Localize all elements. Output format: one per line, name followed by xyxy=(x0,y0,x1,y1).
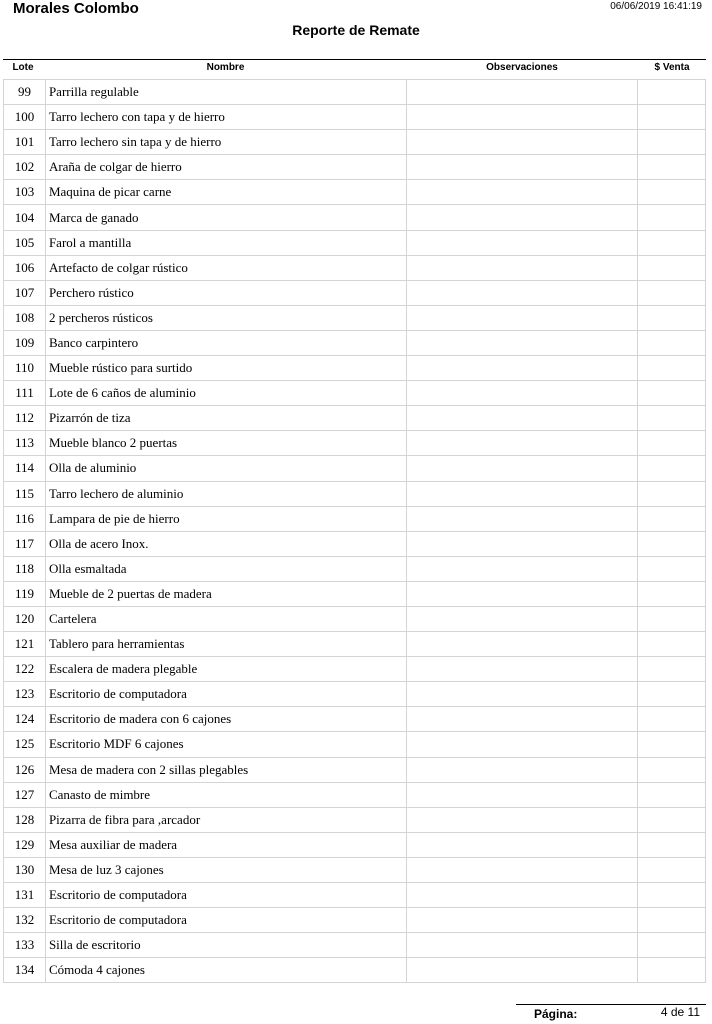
table-row xyxy=(4,607,706,632)
observaciones-cell xyxy=(407,431,638,455)
lote-cell: 112 xyxy=(4,406,46,430)
table-row xyxy=(4,205,706,230)
table-row xyxy=(4,231,706,256)
venta-cell xyxy=(638,632,706,656)
observaciones-cell xyxy=(407,180,638,204)
table-row xyxy=(4,808,706,833)
table-row xyxy=(4,80,706,105)
lote-cell: 130 xyxy=(4,858,46,882)
table-row xyxy=(4,331,706,356)
observaciones-cell xyxy=(407,231,638,255)
nombre-cell: Lote de 6 caños de aluminio xyxy=(46,381,407,405)
venta-cell xyxy=(638,858,706,882)
venta-cell xyxy=(638,557,706,581)
observaciones-cell xyxy=(407,105,638,129)
observaciones-cell xyxy=(407,732,638,756)
lote-cell: 108 xyxy=(4,306,46,330)
venta-cell xyxy=(638,908,706,932)
observaciones-cell xyxy=(407,205,638,229)
table-row xyxy=(4,431,706,456)
nombre-cell: Escalera de madera plegable xyxy=(46,657,407,681)
venta-cell xyxy=(638,406,706,430)
table-row xyxy=(4,707,706,732)
nombre-cell: 2 percheros rústicos xyxy=(46,306,407,330)
venta-cell xyxy=(638,883,706,907)
nombre-cell: Maquina de picar carne xyxy=(46,180,407,204)
nombre-cell: Escritorio de computadora xyxy=(46,908,407,932)
nombre-cell: Araña de colgar de hierro xyxy=(46,155,407,179)
nombre-cell: Parrilla regulable xyxy=(46,80,407,104)
observaciones-cell xyxy=(407,281,638,305)
nombre-cell: Tarro lechero sin tapa y de hierro xyxy=(46,130,407,154)
venta-cell xyxy=(638,180,706,204)
column-header-venta: $ Venta xyxy=(654,62,690,73)
observaciones-cell xyxy=(407,532,638,556)
observaciones-cell xyxy=(407,607,638,631)
venta-cell xyxy=(638,105,706,129)
observaciones-cell xyxy=(407,557,638,581)
table-row xyxy=(4,758,706,783)
lote-cell: 126 xyxy=(4,758,46,782)
table-row xyxy=(4,682,706,707)
table-row xyxy=(4,456,706,481)
nombre-cell: Marca de ganado xyxy=(46,205,407,229)
venta-cell xyxy=(638,783,706,807)
table-row xyxy=(4,632,706,657)
observaciones-cell xyxy=(407,356,638,380)
venta-cell xyxy=(638,456,706,480)
table-row xyxy=(4,908,706,933)
venta-cell xyxy=(638,507,706,531)
lote-cell: 132 xyxy=(4,908,46,932)
venta-cell xyxy=(638,155,706,179)
lote-cell: 115 xyxy=(4,482,46,506)
lote-cell: 106 xyxy=(4,256,46,280)
table-row xyxy=(4,256,706,281)
table-row xyxy=(4,783,706,808)
table-row xyxy=(4,155,706,180)
lote-cell: 123 xyxy=(4,682,46,706)
nombre-cell: Olla de aluminio xyxy=(46,456,407,480)
company-name: Morales Colombo xyxy=(13,0,139,17)
table-row xyxy=(4,356,706,381)
nombre-cell: Perchero rústico xyxy=(46,281,407,305)
lote-cell: 122 xyxy=(4,657,46,681)
observaciones-cell xyxy=(407,381,638,405)
column-header-nombre: Nombre xyxy=(206,62,245,73)
header-divider xyxy=(3,59,706,60)
table-row xyxy=(4,507,706,532)
observaciones-cell xyxy=(407,582,638,606)
observaciones-cell xyxy=(407,933,638,957)
lote-cell: 113 xyxy=(4,431,46,455)
lote-cell: 131 xyxy=(4,883,46,907)
venta-cell xyxy=(638,732,706,756)
nombre-cell: Artefacto de colgar rústico xyxy=(46,256,407,280)
observaciones-cell xyxy=(407,883,638,907)
observaciones-cell xyxy=(407,758,638,782)
venta-cell xyxy=(638,356,706,380)
lote-cell: 99 xyxy=(4,80,46,104)
lote-cell: 114 xyxy=(4,456,46,480)
nombre-cell: Lampara de pie de hierro xyxy=(46,507,407,531)
nombre-cell: Cómoda 4 cajones xyxy=(46,958,407,982)
lote-cell: 103 xyxy=(4,180,46,204)
observaciones-cell xyxy=(407,406,638,430)
lote-cell: 121 xyxy=(4,632,46,656)
page-label: Página: xyxy=(534,1007,578,1021)
table-row xyxy=(4,933,706,958)
lot-table xyxy=(3,79,706,983)
nombre-cell: Escritorio de madera con 6 cajones xyxy=(46,707,407,731)
nombre-cell: Tarro lechero con tapa y de hierro xyxy=(46,105,407,129)
venta-cell xyxy=(638,607,706,631)
table-row xyxy=(4,406,706,431)
nombre-cell: Escritorio de computadora xyxy=(46,682,407,706)
venta-cell xyxy=(638,808,706,832)
venta-cell xyxy=(638,657,706,681)
observaciones-cell xyxy=(407,456,638,480)
venta-cell xyxy=(638,205,706,229)
venta-cell xyxy=(638,130,706,154)
venta-cell xyxy=(638,231,706,255)
nombre-cell: Mueble de 2 puertas de madera xyxy=(46,582,407,606)
nombre-cell: Mesa auxiliar de madera xyxy=(46,833,407,857)
venta-cell xyxy=(638,281,706,305)
venta-cell xyxy=(638,306,706,330)
observaciones-cell xyxy=(407,331,638,355)
observaciones-cell xyxy=(407,256,638,280)
nombre-cell: Mueble blanco 2 puertas xyxy=(46,431,407,455)
observaciones-cell xyxy=(407,632,638,656)
nombre-cell: Tarro lechero de aluminio xyxy=(46,482,407,506)
lote-cell: 117 xyxy=(4,532,46,556)
page-number: 4 de 11 xyxy=(660,1005,700,1019)
lote-cell: 111 xyxy=(4,381,46,405)
nombre-cell: Banco carpintero xyxy=(46,331,407,355)
nombre-cell: Mueble rústico para surtido xyxy=(46,356,407,380)
venta-cell xyxy=(638,582,706,606)
observaciones-cell xyxy=(407,783,638,807)
nombre-cell: Mesa de madera con 2 sillas plegables xyxy=(46,758,407,782)
venta-cell xyxy=(638,431,706,455)
lote-cell: 129 xyxy=(4,833,46,857)
nombre-cell: Silla de escritorio xyxy=(46,933,407,957)
nombre-cell: Cartelera xyxy=(46,607,407,631)
table-row xyxy=(4,306,706,331)
column-header-lote: Lote xyxy=(12,62,34,73)
table-row xyxy=(4,281,706,306)
venta-cell xyxy=(638,833,706,857)
table-row xyxy=(4,180,706,205)
lote-cell: 134 xyxy=(4,958,46,982)
observaciones-cell xyxy=(407,507,638,531)
lote-cell: 107 xyxy=(4,281,46,305)
venta-cell xyxy=(638,532,706,556)
lote-cell: 124 xyxy=(4,707,46,731)
table-row xyxy=(4,532,706,557)
observaciones-cell xyxy=(407,306,638,330)
venta-cell xyxy=(638,256,706,280)
lote-cell: 101 xyxy=(4,130,46,154)
lote-cell: 105 xyxy=(4,231,46,255)
table-row xyxy=(4,883,706,908)
venta-cell xyxy=(638,958,706,982)
nombre-cell: Pizarra de fibra para ,arcador xyxy=(46,808,407,832)
lote-cell: 104 xyxy=(4,205,46,229)
nombre-cell: Canasto de mimbre xyxy=(46,783,407,807)
table-row xyxy=(4,582,706,607)
table-row xyxy=(4,381,706,406)
nombre-cell: Olla de acero Inox. xyxy=(46,532,407,556)
venta-cell xyxy=(638,80,706,104)
report-datetime: 06/06/2019 16:41:19 xyxy=(610,1,702,12)
nombre-cell: Olla esmaltada xyxy=(46,557,407,581)
lote-cell: 110 xyxy=(4,356,46,380)
observaciones-cell xyxy=(407,130,638,154)
venta-cell xyxy=(638,933,706,957)
table-row xyxy=(4,833,706,858)
lote-cell: 102 xyxy=(4,155,46,179)
venta-cell xyxy=(638,707,706,731)
table-row xyxy=(4,732,706,757)
observaciones-cell xyxy=(407,682,638,706)
venta-cell xyxy=(638,758,706,782)
nombre-cell: Pizarrón de tiza xyxy=(46,406,407,430)
table-row xyxy=(4,858,706,883)
observaciones-cell xyxy=(407,155,638,179)
lote-cell: 128 xyxy=(4,808,46,832)
venta-cell xyxy=(638,482,706,506)
lote-cell: 133 xyxy=(4,933,46,957)
venta-cell xyxy=(638,381,706,405)
venta-cell xyxy=(638,682,706,706)
lote-cell: 127 xyxy=(4,783,46,807)
nombre-cell: Farol a mantilla xyxy=(46,231,407,255)
lote-cell: 119 xyxy=(4,582,46,606)
report-title: Reporte de Remate xyxy=(292,22,420,38)
table-row xyxy=(4,482,706,507)
observaciones-cell xyxy=(407,908,638,932)
observaciones-cell xyxy=(407,482,638,506)
observaciones-cell xyxy=(407,707,638,731)
lote-cell: 120 xyxy=(4,607,46,631)
table-row xyxy=(4,130,706,155)
observaciones-cell xyxy=(407,80,638,104)
observaciones-cell xyxy=(407,958,638,982)
nombre-cell: Escritorio MDF 6 cajones xyxy=(46,732,407,756)
lote-cell: 116 xyxy=(4,507,46,531)
table-row xyxy=(4,557,706,582)
observaciones-cell xyxy=(407,858,638,882)
venta-cell xyxy=(638,331,706,355)
lote-cell: 109 xyxy=(4,331,46,355)
table-row xyxy=(4,105,706,130)
table-row xyxy=(4,958,706,983)
nombre-cell: Escritorio de computadora xyxy=(46,883,407,907)
observaciones-cell xyxy=(407,808,638,832)
observaciones-cell xyxy=(407,657,638,681)
lote-cell: 100 xyxy=(4,105,46,129)
column-header-observaciones: Observaciones xyxy=(486,62,558,73)
nombre-cell: Tablero para herramientas xyxy=(46,632,407,656)
nombre-cell: Mesa de luz 3 cajones xyxy=(46,858,407,882)
table-row xyxy=(4,657,706,682)
observaciones-cell xyxy=(407,833,638,857)
lote-cell: 118 xyxy=(4,557,46,581)
lote-cell: 125 xyxy=(4,732,46,756)
